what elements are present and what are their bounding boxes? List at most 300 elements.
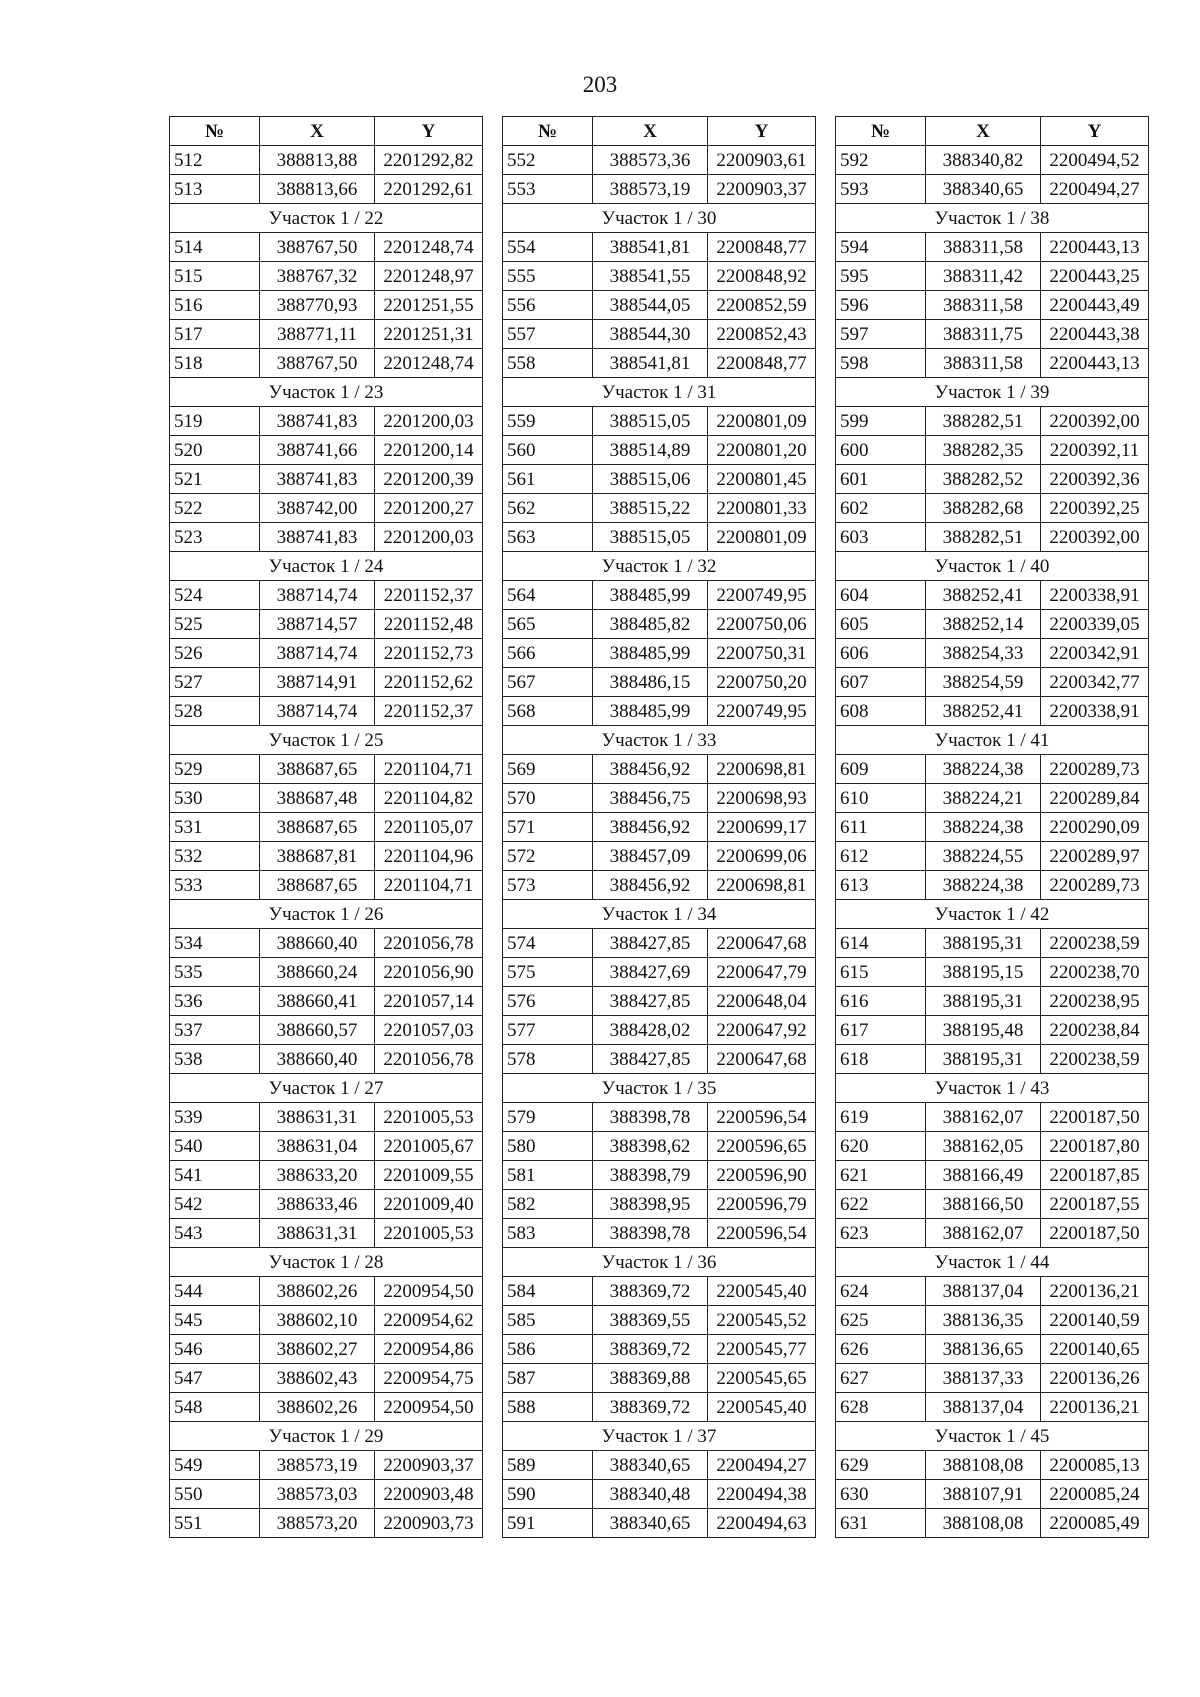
- point-number: 590: [503, 1480, 593, 1509]
- coordinate-x: 388108,08: [926, 1451, 1041, 1480]
- coordinate-y: 2200750,31: [708, 639, 816, 668]
- point-number: 575: [503, 958, 593, 987]
- table-row: [170, 929, 483, 958]
- coordinate-x: 388633,20: [260, 1161, 375, 1190]
- point-number: 561: [503, 465, 593, 494]
- section-title: Участок 1 / 40: [836, 552, 1149, 581]
- coordinate-y: 2200954,50: [375, 1277, 483, 1306]
- coordinate-y: 2200903,37: [708, 175, 816, 204]
- table-row: [503, 407, 816, 436]
- table-row: [170, 1393, 483, 1422]
- point-number: 593: [836, 175, 926, 204]
- coordinate-y: 2201005,53: [375, 1103, 483, 1132]
- coordinate-x: 388137,04: [926, 1393, 1041, 1422]
- coordinate-x: 388224,21: [926, 784, 1041, 813]
- table-row: [836, 1364, 1149, 1393]
- table-row: [836, 784, 1149, 813]
- coordinate-y: 2200801,33: [708, 494, 816, 523]
- point-number: 567: [503, 668, 593, 697]
- coordinate-x: 388633,46: [260, 1190, 375, 1219]
- point-number: 519: [170, 407, 260, 436]
- section-title: Участок 1 / 36: [503, 1248, 816, 1277]
- coordinate-y: 2200647,68: [708, 1045, 816, 1074]
- coordinate-y: 2200750,20: [708, 668, 816, 697]
- point-number: 619: [836, 1103, 926, 1132]
- coordinate-y: 2200136,26: [1041, 1364, 1149, 1393]
- coordinate-y: 2201200,39: [375, 465, 483, 494]
- table-row: [170, 1451, 483, 1480]
- point-number: 602: [836, 494, 926, 523]
- table-row: [503, 262, 816, 291]
- section-title: Участок 1 / 43: [836, 1074, 1149, 1103]
- table-row: [170, 697, 483, 726]
- coordinate-x: 388252,41: [926, 697, 1041, 726]
- table-row: [503, 1190, 816, 1219]
- coordinate-x: 388254,59: [926, 668, 1041, 697]
- table-row: [170, 349, 483, 378]
- header-number: №: [503, 117, 593, 146]
- coordinate-y: 2201248,74: [375, 349, 483, 378]
- coordinate-y: 2200342,91: [1041, 639, 1149, 668]
- point-number: 621: [836, 1161, 926, 1190]
- point-number: 630: [836, 1480, 926, 1509]
- coordinate-y: 2201057,03: [375, 1016, 483, 1045]
- coordinate-y: 2200903,48: [375, 1480, 483, 1509]
- coordinate-y: 2201056,90: [375, 958, 483, 987]
- table-row: [503, 987, 816, 1016]
- coordinate-x: 388162,07: [926, 1103, 1041, 1132]
- point-number: 609: [836, 755, 926, 784]
- table-row: [503, 668, 816, 697]
- point-number: 549: [170, 1451, 260, 1480]
- coordinate-x: 388602,10: [260, 1306, 375, 1335]
- table-row: [836, 668, 1149, 697]
- coordinate-y: 2200289,84: [1041, 784, 1149, 813]
- table-row: [170, 987, 483, 1016]
- table-row: [836, 1335, 1149, 1364]
- coordinate-y: 2200392,00: [1041, 523, 1149, 552]
- coordinate-y: 2200443,49: [1041, 291, 1149, 320]
- section-title: Участок 1 / 26: [170, 900, 483, 929]
- table-row: [170, 639, 483, 668]
- coordinate-y: 2200750,06: [708, 610, 816, 639]
- coordinate-x: 388515,05: [593, 407, 708, 436]
- table-row: [836, 349, 1149, 378]
- point-number: 613: [836, 871, 926, 900]
- coordinate-y: 2200392,36: [1041, 465, 1149, 494]
- coordinate-y: 2200238,59: [1041, 1045, 1149, 1074]
- coordinate-y: 2200647,92: [708, 1016, 816, 1045]
- table-row: [170, 668, 483, 697]
- coordinate-y: 2201104,71: [375, 755, 483, 784]
- point-number: 558: [503, 349, 593, 378]
- point-number: 518: [170, 349, 260, 378]
- coordinate-x: 388813,66: [260, 175, 375, 204]
- table-row: [836, 987, 1149, 1016]
- point-number: 597: [836, 320, 926, 349]
- coordinate-y: 2201009,55: [375, 1161, 483, 1190]
- table-row: [503, 610, 816, 639]
- coordinate-x: 388224,55: [926, 842, 1041, 871]
- coordinate-y: 2200338,91: [1041, 697, 1149, 726]
- point-number: 604: [836, 581, 926, 610]
- coordinate-x: 388767,32: [260, 262, 375, 291]
- table-row: [503, 233, 816, 262]
- section-row: [170, 1248, 483, 1277]
- table-row: [170, 1335, 483, 1364]
- point-number: 573: [503, 871, 593, 900]
- point-number: 555: [503, 262, 593, 291]
- point-number: 560: [503, 436, 593, 465]
- coordinate-y: 2201200,03: [375, 407, 483, 436]
- coordinate-x: 388107,91: [926, 1480, 1041, 1509]
- section-title: Участок 1 / 22: [170, 204, 483, 233]
- table-row: [503, 755, 816, 784]
- coordinate-y: 2201005,53: [375, 1219, 483, 1248]
- coordinate-y: 2201152,37: [375, 697, 483, 726]
- section-row: [503, 204, 816, 233]
- section-title: Участок 1 / 30: [503, 204, 816, 233]
- point-number: 580: [503, 1132, 593, 1161]
- point-number: 541: [170, 1161, 260, 1190]
- table-row: [503, 813, 816, 842]
- table-row: [170, 262, 483, 291]
- point-number: 525: [170, 610, 260, 639]
- coordinate-y: 2200801,45: [708, 465, 816, 494]
- coordinate-x: 388660,40: [260, 929, 375, 958]
- coordinate-y: 2200140,65: [1041, 1335, 1149, 1364]
- table-row: [170, 436, 483, 465]
- coordinate-y: 2200647,79: [708, 958, 816, 987]
- table-row: [170, 1045, 483, 1074]
- point-number: 523: [170, 523, 260, 552]
- table-row: [170, 871, 483, 900]
- coordinate-x: 388544,30: [593, 320, 708, 349]
- coordinate-y: 2201251,55: [375, 291, 483, 320]
- coordinate-y: 2200954,86: [375, 1335, 483, 1364]
- coordinate-y: 2200852,59: [708, 291, 816, 320]
- coordinate-x: 388398,78: [593, 1219, 708, 1248]
- coordinate-y: 2200494,38: [708, 1480, 816, 1509]
- coordinate-y: 2200647,68: [708, 929, 816, 958]
- coordinates-table-1: [169, 116, 483, 1538]
- coordinate-y: 2200903,61: [708, 146, 816, 175]
- coordinate-x: 388457,09: [593, 842, 708, 871]
- coordinate-y: 2200443,38: [1041, 320, 1149, 349]
- coordinate-y: 2201152,62: [375, 668, 483, 697]
- point-number: 566: [503, 639, 593, 668]
- table-row: [503, 349, 816, 378]
- coordinate-x: 388398,95: [593, 1190, 708, 1219]
- coordinate-x: 388741,83: [260, 523, 375, 552]
- coordinate-y: 2200085,49: [1041, 1509, 1149, 1538]
- coordinate-x: 388282,52: [926, 465, 1041, 494]
- section-row: [170, 204, 483, 233]
- coordinate-x: 388369,72: [593, 1335, 708, 1364]
- point-number: 596: [836, 291, 926, 320]
- point-number: 553: [503, 175, 593, 204]
- table-row: [503, 320, 816, 349]
- table-row: [503, 1045, 816, 1074]
- section-row: [836, 900, 1149, 929]
- coordinate-y: 2200338,91: [1041, 581, 1149, 610]
- point-number: 527: [170, 668, 260, 697]
- coordinate-x: 388427,69: [593, 958, 708, 987]
- table-row: [503, 465, 816, 494]
- table-row: [836, 1045, 1149, 1074]
- table-row: [836, 1132, 1149, 1161]
- table-row: [503, 1364, 816, 1393]
- table-row: [170, 755, 483, 784]
- coordinate-x: 388340,82: [926, 146, 1041, 175]
- coordinate-y: 2200290,09: [1041, 813, 1149, 842]
- point-number: 533: [170, 871, 260, 900]
- point-number: 550: [170, 1480, 260, 1509]
- coordinate-x: 388398,62: [593, 1132, 708, 1161]
- table-row: [503, 523, 816, 552]
- coordinate-y: 2200289,97: [1041, 842, 1149, 871]
- point-number: 568: [503, 697, 593, 726]
- coordinate-y: 2201105,07: [375, 813, 483, 842]
- coordinate-x: 388714,57: [260, 610, 375, 639]
- coordinate-y: 2200954,50: [375, 1393, 483, 1422]
- section-row: [170, 900, 483, 929]
- table-row: [503, 436, 816, 465]
- point-number: 571: [503, 813, 593, 842]
- point-number: 611: [836, 813, 926, 842]
- point-number: 616: [836, 987, 926, 1016]
- coordinate-x: 388162,05: [926, 1132, 1041, 1161]
- coordinate-x: 388631,31: [260, 1219, 375, 1248]
- table-row: [836, 1190, 1149, 1219]
- coordinate-x: 388631,04: [260, 1132, 375, 1161]
- table-row: [170, 146, 483, 175]
- section-row: [170, 1074, 483, 1103]
- point-number: 570: [503, 784, 593, 813]
- point-number: 598: [836, 349, 926, 378]
- coordinate-x: 388162,07: [926, 1219, 1041, 1248]
- table-row: [170, 610, 483, 639]
- coordinate-x: 388224,38: [926, 755, 1041, 784]
- table-row: [836, 842, 1149, 871]
- point-number: 547: [170, 1364, 260, 1393]
- point-number: 594: [836, 233, 926, 262]
- coordinate-x: 388602,43: [260, 1364, 375, 1393]
- point-number: 532: [170, 842, 260, 871]
- coordinate-x: 388398,79: [593, 1161, 708, 1190]
- section-row: [503, 1074, 816, 1103]
- coordinate-y: 2201248,97: [375, 262, 483, 291]
- coordinate-y: 2200187,80: [1041, 1132, 1149, 1161]
- point-number: 585: [503, 1306, 593, 1335]
- point-number: 574: [503, 929, 593, 958]
- coordinate-y: 2200545,65: [708, 1364, 816, 1393]
- coordinate-y: 2200801,09: [708, 523, 816, 552]
- coordinate-x: 388252,41: [926, 581, 1041, 610]
- coordinate-x: 388137,04: [926, 1277, 1041, 1306]
- table-row: [836, 1161, 1149, 1190]
- coordinate-y: 2200852,43: [708, 320, 816, 349]
- point-number: 534: [170, 929, 260, 958]
- table-row: [503, 146, 816, 175]
- point-number: 526: [170, 639, 260, 668]
- table-row: [170, 1161, 483, 1190]
- coordinate-y: 2200392,25: [1041, 494, 1149, 523]
- coordinate-y: 2200494,27: [1041, 175, 1149, 204]
- header-y: Y: [375, 117, 483, 146]
- point-number: 552: [503, 146, 593, 175]
- coordinate-y: 2200596,54: [708, 1219, 816, 1248]
- coordinate-x: 388166,50: [926, 1190, 1041, 1219]
- coordinate-x: 388741,83: [260, 407, 375, 436]
- table-row: [836, 697, 1149, 726]
- point-number: 584: [503, 1277, 593, 1306]
- point-number: 589: [503, 1451, 593, 1480]
- coordinate-y: 2200545,52: [708, 1306, 816, 1335]
- table-row: [836, 523, 1149, 552]
- table-row: [503, 958, 816, 987]
- coordinate-x: 388311,42: [926, 262, 1041, 291]
- header-y: Y: [708, 117, 816, 146]
- table-row: [170, 958, 483, 987]
- table-row: [836, 146, 1149, 175]
- coordinate-y: 2200848,92: [708, 262, 816, 291]
- point-number: 543: [170, 1219, 260, 1248]
- coordinate-x: 388252,14: [926, 610, 1041, 639]
- coordinate-x: 388456,92: [593, 755, 708, 784]
- point-number: 539: [170, 1103, 260, 1132]
- coordinate-y: 2200903,37: [375, 1451, 483, 1480]
- table-row: [836, 1393, 1149, 1422]
- table-row: [503, 842, 816, 871]
- section-title: Участок 1 / 41: [836, 726, 1149, 755]
- coordinate-x: 388427,85: [593, 987, 708, 1016]
- coordinate-y: 2200289,73: [1041, 871, 1149, 900]
- coordinate-y: 2200903,73: [375, 1509, 483, 1538]
- coordinate-y: 2201056,78: [375, 1045, 483, 1074]
- table-row: [836, 610, 1149, 639]
- coordinate-x: 388687,81: [260, 842, 375, 871]
- section-row: [836, 726, 1149, 755]
- point-number: 618: [836, 1045, 926, 1074]
- coordinate-y: 2200392,11: [1041, 436, 1149, 465]
- section-row: [503, 726, 816, 755]
- coordinate-x: 388456,75: [593, 784, 708, 813]
- coordinate-x: 388741,83: [260, 465, 375, 494]
- coordinate-y: 2200545,77: [708, 1335, 816, 1364]
- point-number: 599: [836, 407, 926, 436]
- table-row: [836, 494, 1149, 523]
- coordinate-x: 388398,78: [593, 1103, 708, 1132]
- coordinate-y: 2201056,78: [375, 929, 483, 958]
- coordinate-x: 388767,50: [260, 233, 375, 262]
- coordinate-x: 388660,40: [260, 1045, 375, 1074]
- point-number: 595: [836, 262, 926, 291]
- coordinate-x: 388687,65: [260, 755, 375, 784]
- coordinate-y: 2200596,65: [708, 1132, 816, 1161]
- table-row: [503, 1161, 816, 1190]
- point-number: 569: [503, 755, 593, 784]
- coordinate-x: 388541,81: [593, 233, 708, 262]
- point-number: 620: [836, 1132, 926, 1161]
- table-row: [503, 1306, 816, 1335]
- coordinate-y: 2201251,31: [375, 320, 483, 349]
- coordinate-x: 388340,65: [926, 175, 1041, 204]
- coordinate-x: 388369,88: [593, 1364, 708, 1393]
- coordinate-y: 2201057,14: [375, 987, 483, 1016]
- point-number: 528: [170, 697, 260, 726]
- table-row: [836, 175, 1149, 204]
- coordinate-y: 2201292,82: [375, 146, 483, 175]
- table-row: [836, 1219, 1149, 1248]
- header-y: Y: [1041, 117, 1149, 146]
- point-number: 524: [170, 581, 260, 610]
- coordinate-x: 388369,55: [593, 1306, 708, 1335]
- coordinate-x: 388195,31: [926, 1045, 1041, 1074]
- section-title: Участок 1 / 28: [170, 1248, 483, 1277]
- point-number: 588: [503, 1393, 593, 1422]
- section-title: Участок 1 / 38: [836, 204, 1149, 233]
- page-number: 203: [582, 72, 618, 97]
- table-row: [170, 1306, 483, 1335]
- table-row: [836, 1103, 1149, 1132]
- coordinate-y: 2200698,81: [708, 871, 816, 900]
- coordinate-x: 388311,75: [926, 320, 1041, 349]
- section-title: Участок 1 / 37: [503, 1422, 816, 1451]
- coordinate-x: 388714,91: [260, 668, 375, 697]
- table-row: [503, 1103, 816, 1132]
- coordinate-y: 2200545,40: [708, 1277, 816, 1306]
- coordinate-y: 2200494,63: [708, 1509, 816, 1538]
- coordinate-x: 388282,35: [926, 436, 1041, 465]
- table-row: [836, 262, 1149, 291]
- point-number: 610: [836, 784, 926, 813]
- coordinate-x: 388573,36: [593, 146, 708, 175]
- point-number: 512: [170, 146, 260, 175]
- point-number: 542: [170, 1190, 260, 1219]
- table-row: [503, 1451, 816, 1480]
- point-number: 612: [836, 842, 926, 871]
- coordinate-x: 388770,93: [260, 291, 375, 320]
- point-number: 554: [503, 233, 593, 262]
- point-number: 614: [836, 929, 926, 958]
- table-row: [836, 813, 1149, 842]
- coordinate-x: 388136,65: [926, 1335, 1041, 1364]
- point-number: 600: [836, 436, 926, 465]
- table-row: [503, 175, 816, 204]
- table-row: [503, 929, 816, 958]
- coordinate-y: 2200443,13: [1041, 233, 1149, 262]
- coordinate-y: 2200342,77: [1041, 668, 1149, 697]
- coordinate-y: 2201200,03: [375, 523, 483, 552]
- coordinate-y: 2200187,55: [1041, 1190, 1149, 1219]
- coordinate-x: 388714,74: [260, 697, 375, 726]
- coordinate-y: 2200848,77: [708, 233, 816, 262]
- point-number: 516: [170, 291, 260, 320]
- table-row: [503, 639, 816, 668]
- coordinate-x: 388282,68: [926, 494, 1041, 523]
- coordinate-x: 388741,66: [260, 436, 375, 465]
- coordinate-x: 388742,00: [260, 494, 375, 523]
- table-row: [503, 1393, 816, 1422]
- table-row: [836, 320, 1149, 349]
- coordinate-x: 388340,48: [593, 1480, 708, 1509]
- table-row: [836, 465, 1149, 494]
- coordinate-x: 388515,22: [593, 494, 708, 523]
- coordinate-x: 388166,49: [926, 1161, 1041, 1190]
- table-row: [170, 1103, 483, 1132]
- coordinate-x: 388195,31: [926, 929, 1041, 958]
